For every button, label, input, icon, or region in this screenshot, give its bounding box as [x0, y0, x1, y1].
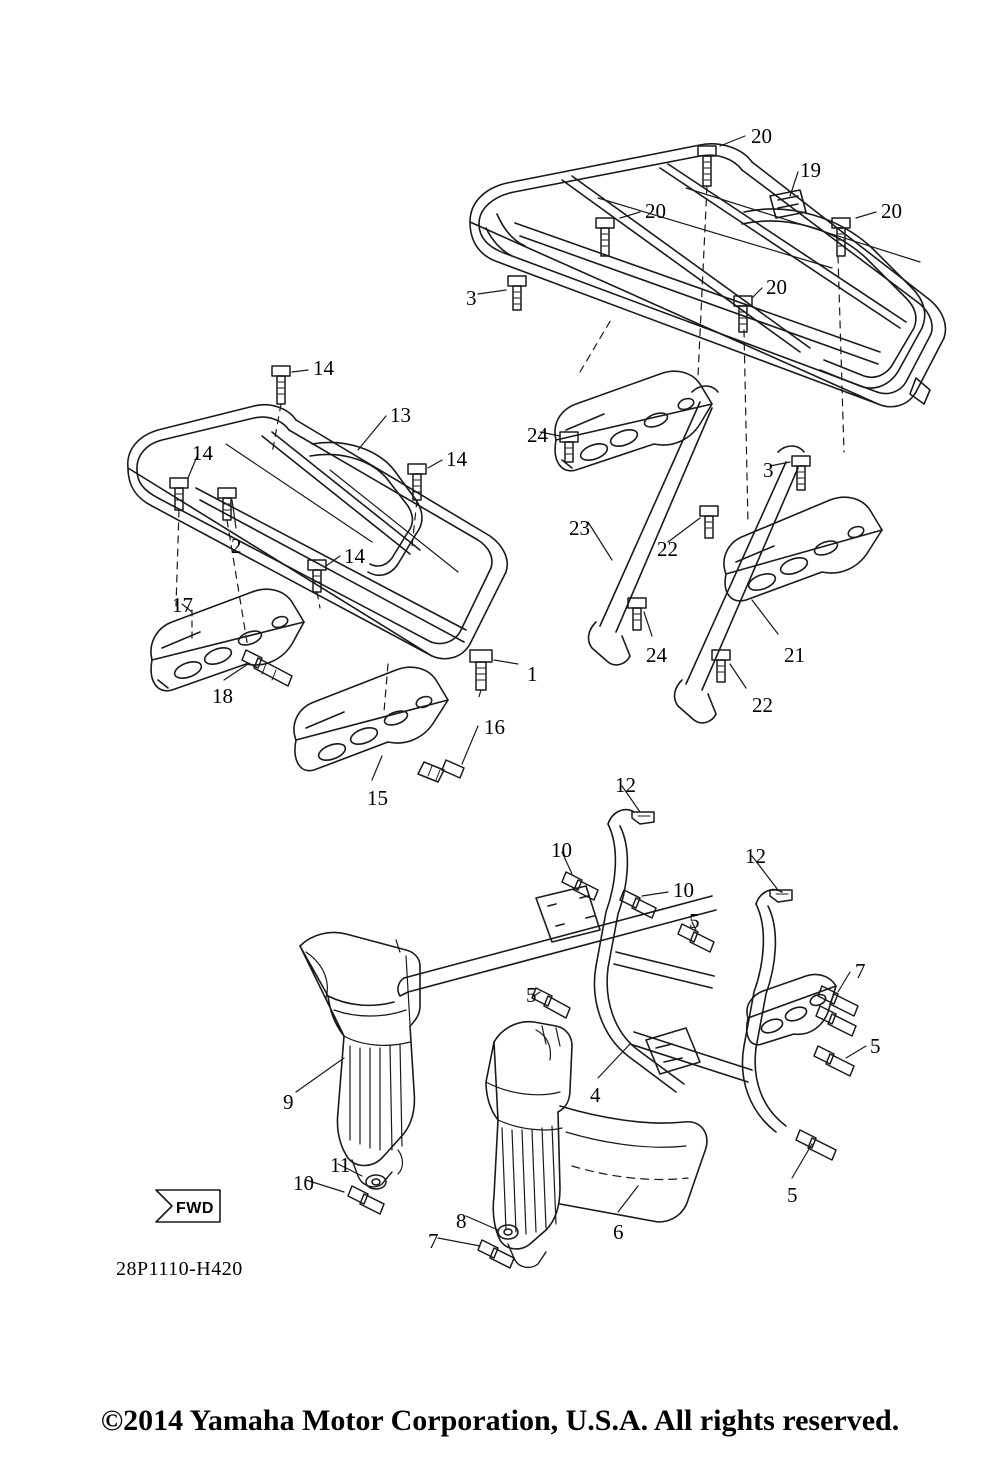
callout-12: 12 [745, 844, 766, 868]
callout-6: 6 [613, 1220, 624, 1244]
callout-9: 9 [283, 1090, 294, 1114]
callout-5: 5 [870, 1034, 881, 1058]
callout-2: 2 [231, 534, 242, 558]
part-code-label: 28P1110-H420 [116, 1258, 243, 1280]
callout-14: 14 [313, 356, 334, 380]
callout-15: 15 [367, 786, 388, 810]
callout-3: 3 [763, 458, 774, 482]
callout-24: 24 [646, 643, 667, 667]
callout-3: 3 [466, 286, 477, 310]
callout-8: 8 [456, 1209, 467, 1233]
callout-7: 7 [855, 959, 866, 983]
callout-17: 17 [172, 593, 193, 617]
fwd-marker-label: FWD [176, 1200, 214, 1217]
callout-21: 21 [784, 643, 805, 667]
callout-19: 19 [800, 158, 821, 182]
callout-14: 14 [192, 441, 213, 465]
callout-10: 10 [673, 878, 694, 902]
callout-10: 10 [293, 1171, 314, 1195]
callout-10: 10 [551, 838, 572, 862]
callout-22: 22 [752, 693, 773, 717]
callout-18: 18 [212, 684, 233, 708]
callout-24: 24 [527, 423, 548, 447]
callout-23: 23 [569, 516, 590, 540]
callout-5: 5 [526, 983, 537, 1007]
callout-22: 22 [657, 537, 678, 561]
callout-14: 14 [344, 544, 365, 568]
callout-20: 20 [645, 199, 666, 223]
callout-16: 16 [484, 715, 505, 739]
callout-11: 11 [330, 1153, 351, 1177]
callout-7: 7 [428, 1229, 439, 1253]
copyright-notice: ©2014 Yamaha Motor Corporation, U.S.A. All rights reserved. [100, 1404, 900, 1437]
callout-1: 1 [527, 662, 538, 686]
callout-14: 14 [446, 447, 467, 471]
callout-20: 20 [751, 124, 772, 148]
callout-20: 20 [881, 199, 902, 223]
callout-20: 20 [766, 275, 787, 299]
callout-13: 13 [390, 403, 411, 427]
callout-5: 5 [787, 1183, 798, 1207]
callout-12: 12 [615, 773, 636, 797]
callout-4: 4 [590, 1083, 601, 1107]
callout-5: 5 [689, 909, 700, 933]
